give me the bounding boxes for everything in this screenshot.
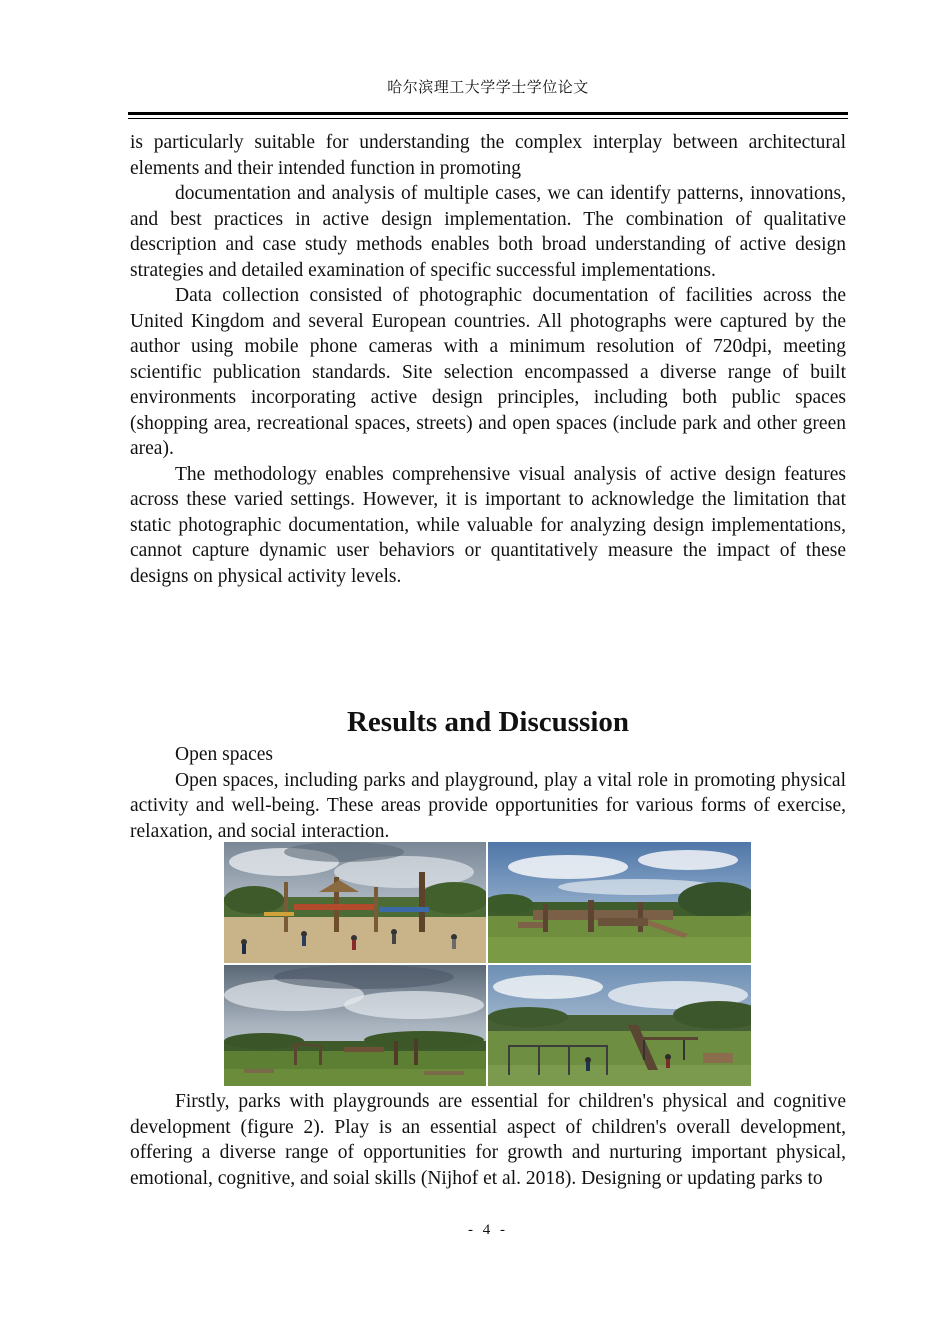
header-rule-thick <box>128 112 848 115</box>
figure-photo-grid <box>224 842 751 1086</box>
paragraph-bottom: Firstly, parks with playgrounds are essential for children's physical and cognitive development (figure 2). Play is an essential aspect of children's overall development, offering a diverse range of opportunities for growth and nurturing important physical, emotional, cognitive, and soial skills (Nijhof et al. 2018). Designing or updating parks to <box>130 1091 846 1189</box>
paragraph-3: Data collection consisted of photographic documentation of facilities across the United Kingdom and several European countries. All photographs were captured by the author using mobile phone cameras with a minimum resolution of 720dpi, meeting scientific publication standards. Site selection encompassed a diverse range of built environments incorporating active design principles, including both public spaces (shopping area, recreational spaces, streets) and open spaces (include park and other green area). <box>130 285 846 459</box>
section-heading: Results and Discussion <box>346 706 630 738</box>
subheading: Open spaces <box>175 744 274 765</box>
playground-photo-1 <box>224 842 486 963</box>
body-text-bottom <box>130 1089 846 1191</box>
section-intro <box>130 742 846 844</box>
page-header: 哈尔滨理工大学学士学位论文 <box>387 80 589 96</box>
intro-paragraph: Open spaces, including parks and playground, play a vital role in promoting physical activity and well-being. These areas provide opportunities for various forms of exercise, relaxation, and social interaction. <box>130 769 846 842</box>
playground-photo-4 <box>488 965 751 1086</box>
playground-photo-2 <box>488 842 751 963</box>
header-rule-thin <box>128 118 848 119</box>
playground-photo-3 <box>224 965 486 1086</box>
paragraph-2: documentation and analysis of multiple cases, we can identify patterns, innovations, and best practices in active design implementation. The combination of qualitative description and case study methods enables both broad understanding of active design strategies and detailed examination of specific successful implementations. <box>130 183 846 281</box>
body-text <box>130 130 846 589</box>
page-number: - 4 - <box>468 1222 508 1238</box>
paragraph-1: is particularly suitable for understanding the complex interplay between architectural elements and their intended function in promoting <box>130 132 846 179</box>
paragraph-4: The methodology enables comprehensive visual analysis of active design features across these varied settings. However, it is important to acknowledge the limitation that static photographic documentation, while valuable for analyzing design implementations, cannot capture dynamic user behaviors or quantitatively measure the impact of these designs on physical activity levels. <box>130 463 846 587</box>
